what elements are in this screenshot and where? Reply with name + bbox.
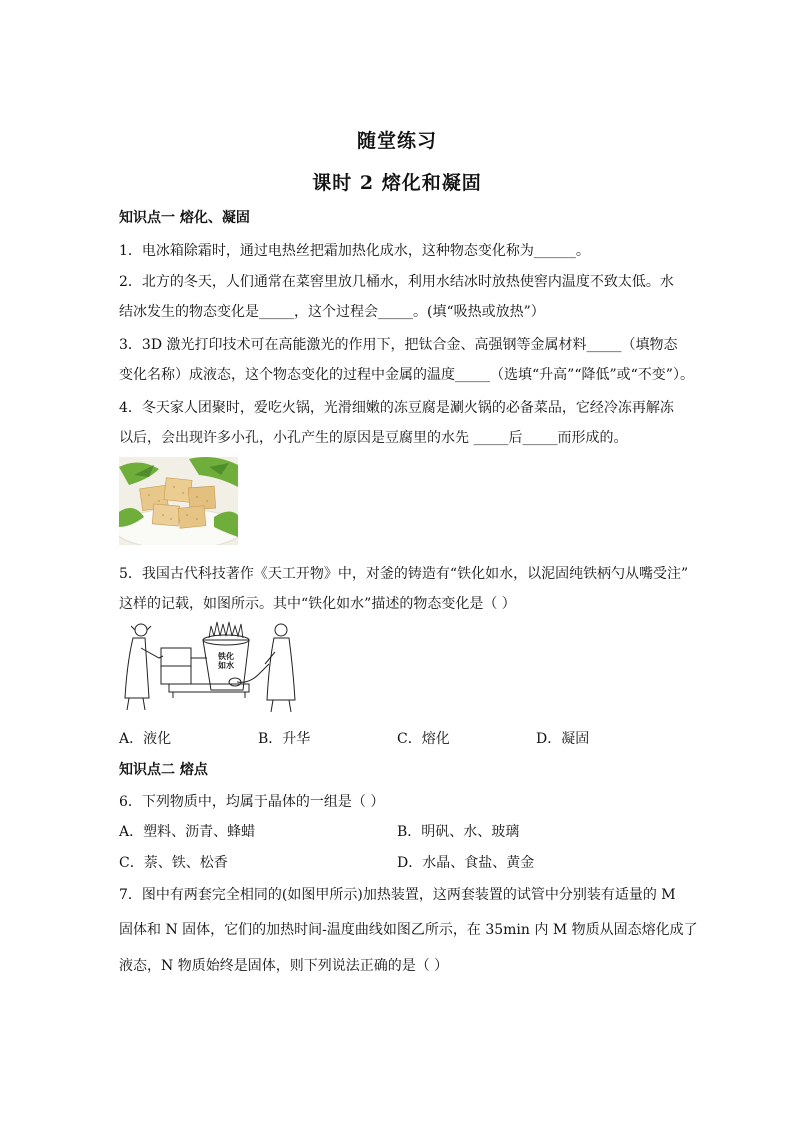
lesson-subtitle: 课时 2 熔化和凝固	[312, 172, 482, 194]
q6-option-a[interactable]: A．塑料、沥青、蜂蜡	[119, 824, 256, 840]
question-7-line-3: 液态，N 物质始终是固体，则下列说法正确的是（ ）	[119, 958, 449, 974]
question-3-line-1: 3．3D 激光打印技术可在高能激光的作用下，把钛合金、高强钢等金属材料_____（填物态	[119, 337, 678, 353]
frozen-tofu-photo	[119, 457, 238, 545]
casting-illustration	[119, 618, 309, 718]
q6-option-d[interactable]: D．水晶、食盐、黄金	[397, 855, 535, 871]
question-1: 1．电冰箱除霜时，通过电热丝把霜加热化成水，这种物态变化称为______。	[119, 243, 590, 259]
q6-option-b[interactable]: B．明矾、水、玻璃	[397, 824, 520, 840]
q5-option-a[interactable]: A．液化	[119, 731, 172, 747]
section-heading-1: 知识点一 熔化、凝固	[119, 210, 250, 226]
question-7-line-2: 固体和 N 固体，它们的加热时间-温度曲线如图乙所示，在 35min 内 M 物质从固态熔化成了	[119, 922, 698, 938]
q5-option-b[interactable]: B．升华	[258, 731, 311, 747]
question-5-line-2: 这样的记载，如图所示。其中“铁化如水”描述的物态变化是（ ）	[119, 596, 516, 612]
figure-caption: 铁化如水	[218, 651, 234, 670]
question-2-line-1: 2．北方的冬天，人们通常在菜窖里放几桶水，利用水结冰时放热使窖内温度不致太低。水	[119, 274, 674, 290]
section-heading-2: 知识点二 熔点	[119, 762, 208, 778]
question-2-line-2: 结冰发生的物态变化是_____，这个过程会_____。(填“吸热或放热”）	[119, 304, 545, 320]
question-4-line-2: 以后，会出现许多小孔，小孔产生的原因是豆腐里的水先 _____后_____而形成的。	[119, 430, 628, 446]
q5-option-c[interactable]: C．熔化	[397, 731, 450, 747]
question-5-line-1: 5．我国古代科技著作《天工开物》中，对釜的铸造有“铁化如水，以泥固纯铁柄勺从嘴受注”	[119, 566, 689, 582]
page-title: 随堂练习	[356, 130, 437, 152]
question-7-line-1: 7．图中有两套完全相同的(如图甲所示)加热装置，这两套装置的试管中分别装有适量的 M	[119, 887, 676, 903]
question-3-line-2: 变化名称）成液态，这个物态变化的过程中金属的温度_____（选填“升高”“降低”或“不变”）。	[119, 367, 694, 383]
q5-option-d[interactable]: D．凝固	[536, 731, 590, 747]
question-4-line-1: 4．冬天家人团聚时，爱吃火锅，光滑细嫩的冻豆腐是涮火锅的必备菜品，它经冷冻再解冻	[119, 400, 674, 416]
q6-option-c[interactable]: C．萘、铁、松香	[119, 855, 228, 871]
question-6: 6．下列物质中，均属于晶体的一组是（ ）	[119, 794, 385, 810]
